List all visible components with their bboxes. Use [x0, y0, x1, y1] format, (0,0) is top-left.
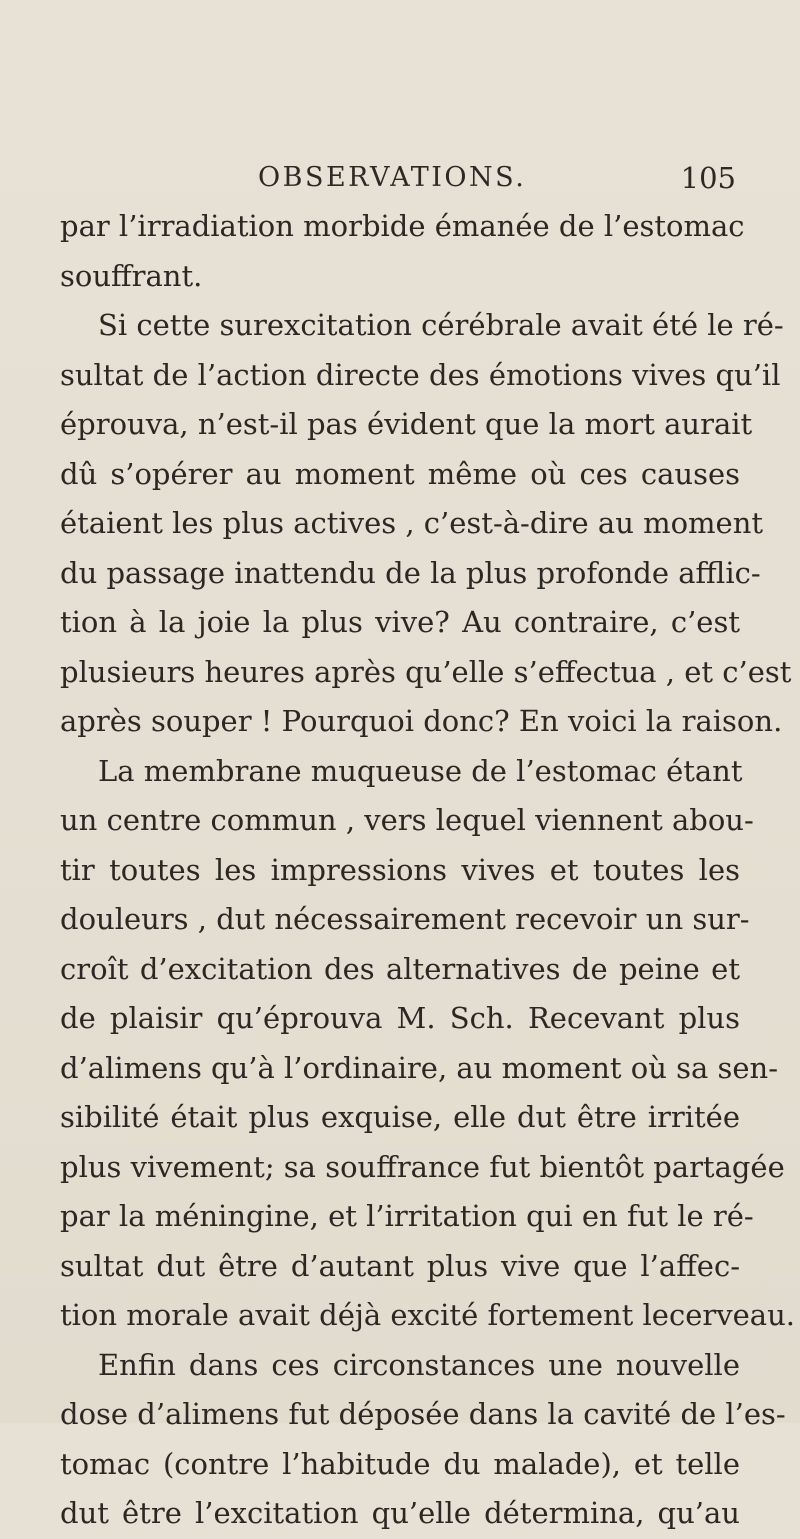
running-title: OBSERVATIONS.: [258, 162, 527, 193]
text-line: dut être l’excitation qu’elle détermina, qu’au: [60, 1496, 740, 1530]
text-line: Enfin dans ces circonstances une nouvelle: [98, 1347, 740, 1382]
text-line: après souper ! Pourquoi donc? En voici la raison.: [60, 704, 783, 738]
text-line: La membrane muqueuse de l’estomac étant: [98, 753, 743, 788]
body-text: [60, 202, 795, 1539]
text-line: croît d’excitation des alternatives de peine et: [60, 951, 740, 986]
text-line: par l’irradiation morbide émanée de l’estomac: [60, 209, 745, 243]
text-line: dû s’opérer au moment même où ces causes: [60, 456, 740, 491]
text-line: étaient les plus actives , c’est-à-dire au moment: [60, 506, 764, 540]
text-line: dose d’alimens fut déposée dans la cavité de l’es-: [60, 1397, 786, 1431]
text-line: éprouva, n’est-il pas évident que la mort aurait: [60, 407, 753, 441]
text-line: Si cette surexcitation cérébrale avait été le ré-: [98, 308, 784, 342]
text-line: tion morale avait déjà excité fortement lecerveau.: [60, 1298, 795, 1332]
text-line: tion à la joie la plus vive? Au contraire, c’est: [60, 605, 740, 639]
text-line: souffrant.: [60, 258, 203, 293]
text-line: par la méningine, et l’irritation qui en fut le ré-: [60, 1199, 754, 1233]
text-line: plusieurs heures après qu’elle s’effectua , et c’est: [60, 654, 792, 689]
text-line: sultat de l’action directe des émotions vives qu’il: [60, 357, 781, 392]
running-head: [60, 158, 736, 198]
text-line: tir toutes les impressions vives et toutes les: [60, 852, 740, 887]
page-number: 105: [680, 161, 736, 195]
text-line: du passage inattendu de la plus profonde afflic-: [60, 555, 761, 590]
text-line: sibilité était plus exquise, elle dut être irritée: [60, 1100, 740, 1134]
text-line: un centre commun , vers lequel viennent abou-: [60, 803, 754, 837]
text-line: tomac (contre l’habitude du malade), et telle: [60, 1446, 740, 1481]
text-line: douleurs , dut nécessairement recevoir un sur-: [60, 902, 750, 936]
text-line: d’alimens qu’à l’ordinaire, au moment où sa sen-: [60, 1050, 779, 1085]
text-line: de plaisir qu’éprouva M. Sch. Recevant plus: [60, 1001, 740, 1035]
text-line: plus vivement; sa souffrance fut bientôt partagée: [60, 1149, 785, 1184]
text-line: sultat dut être d’autant plus vive que l’affec-: [60, 1248, 740, 1283]
